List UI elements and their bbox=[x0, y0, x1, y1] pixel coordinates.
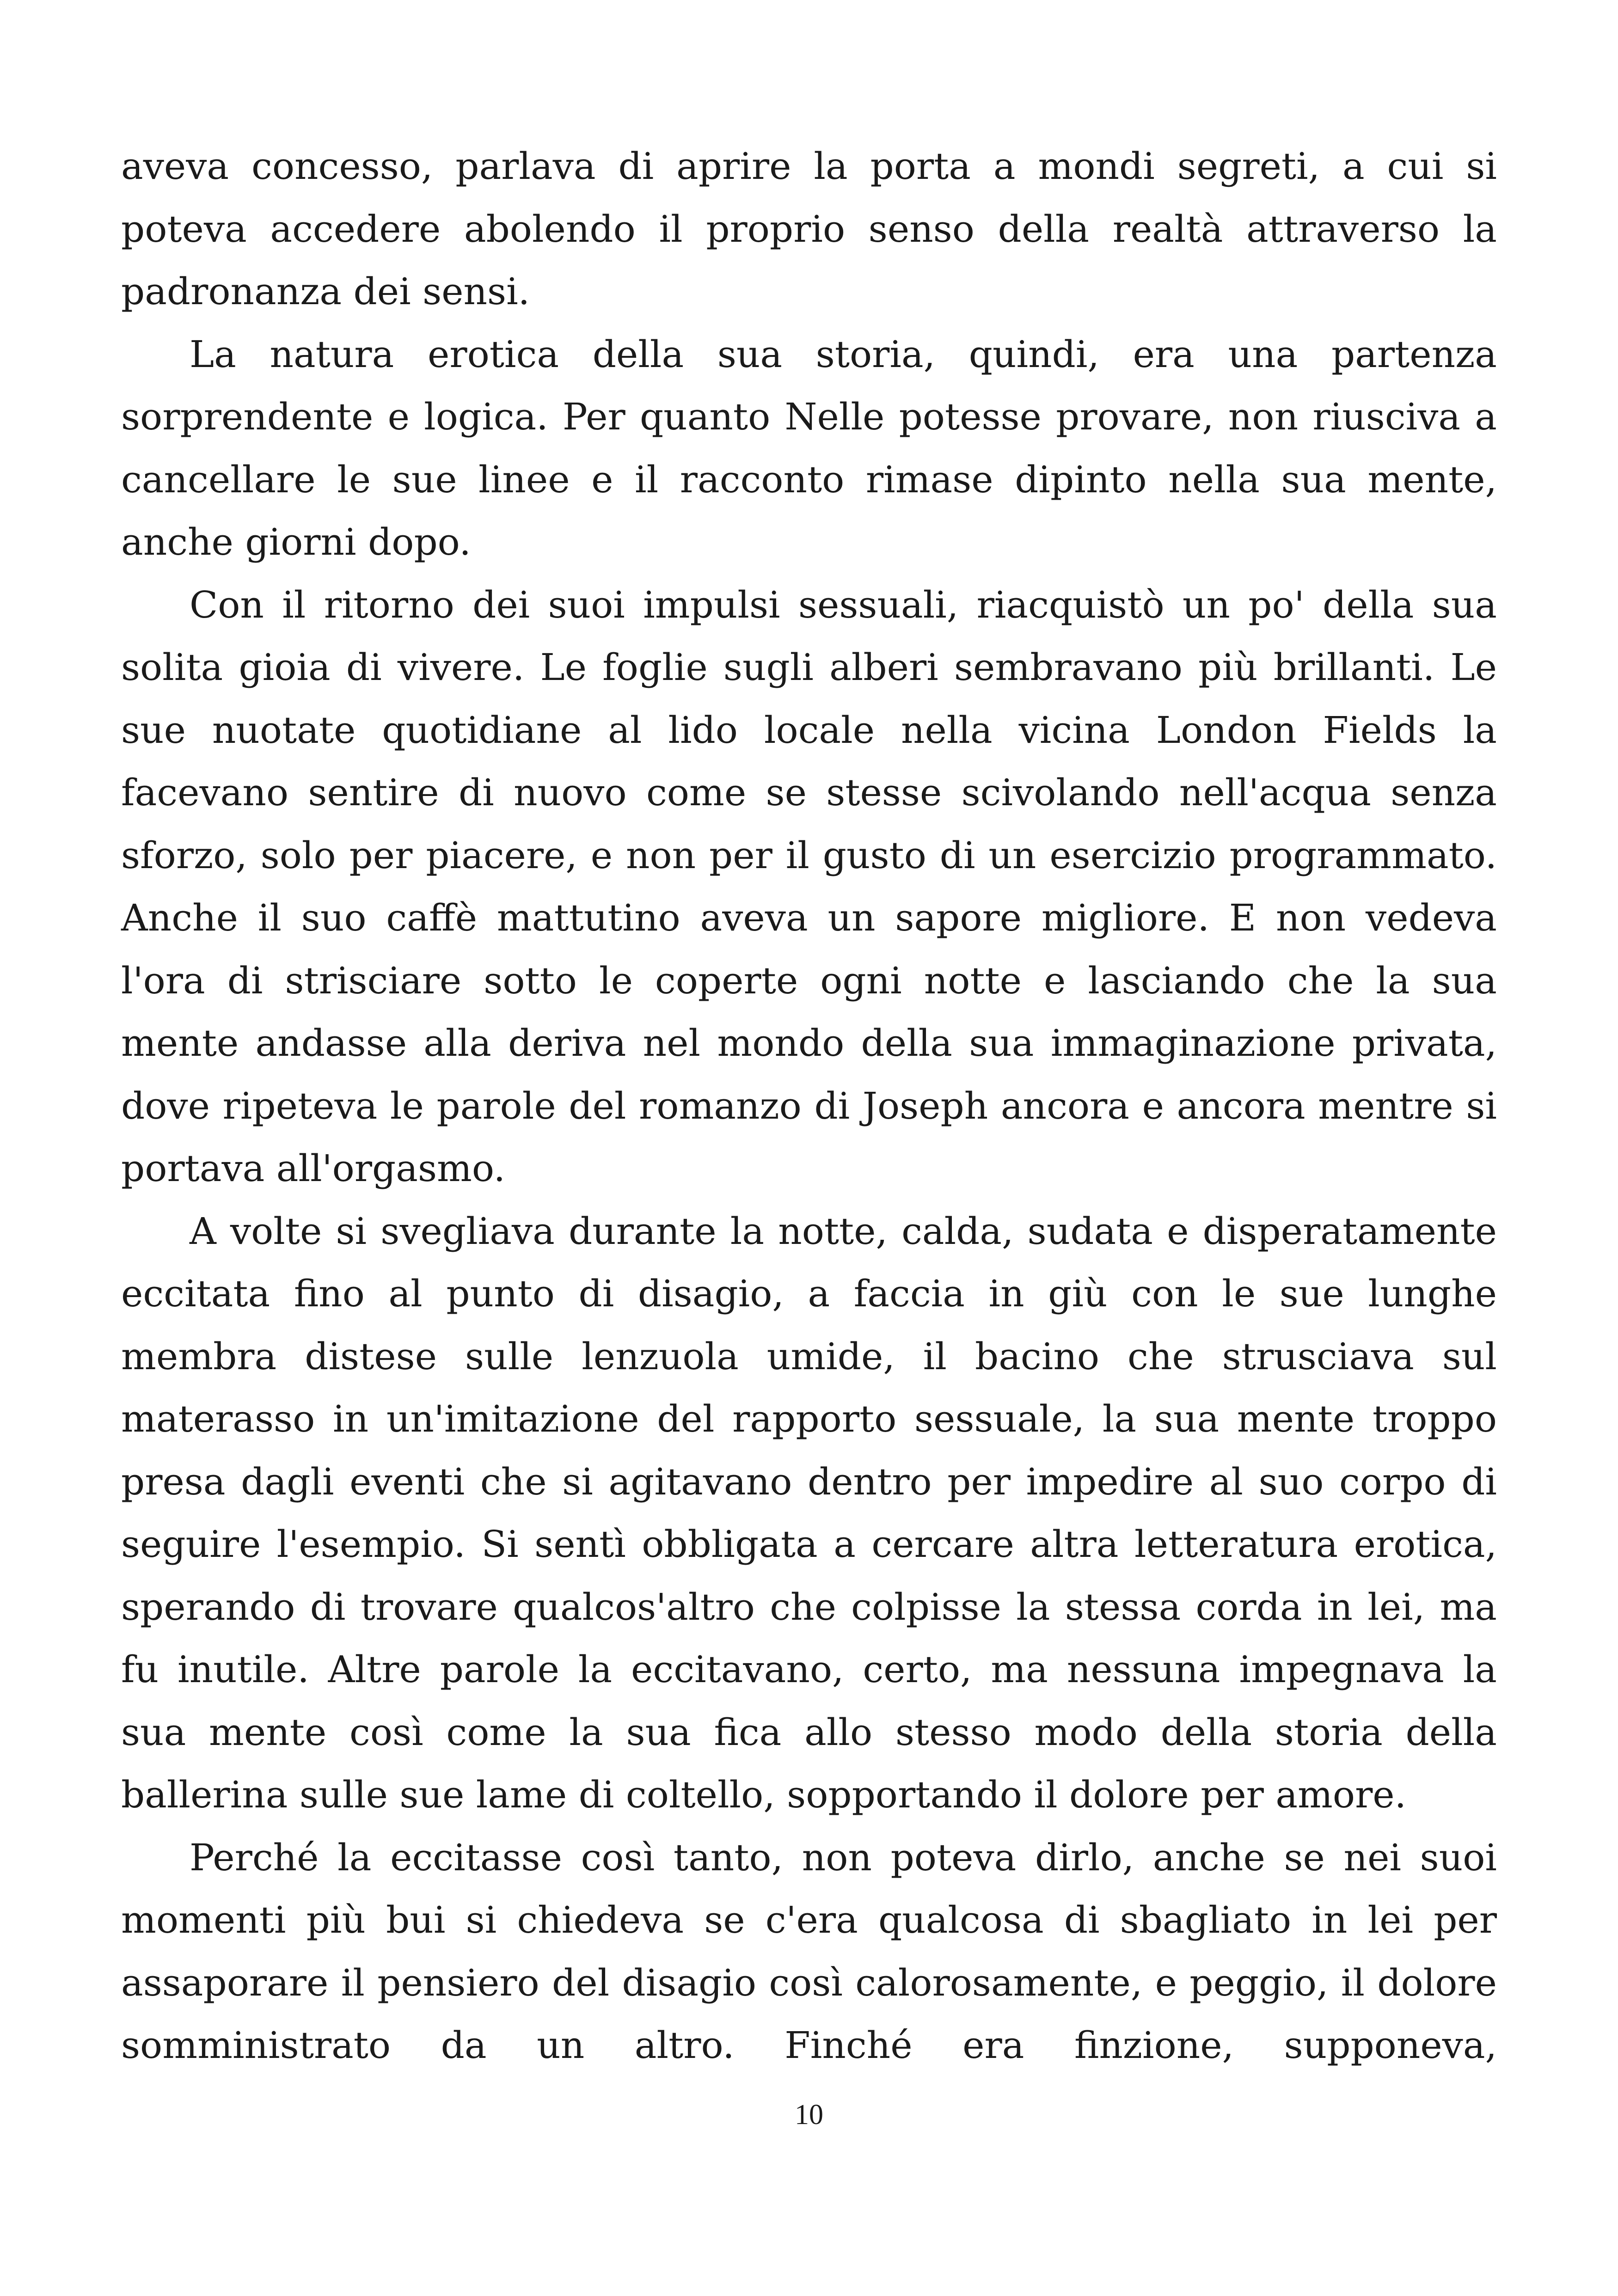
paragraph: Con il ritorno dei suoi impulsi sessuali, riacquistò un po' della sua solita gioia di vivere. Le foglie sugli alberi sembravano più brillanti. Le sue nuotate quotidiane al lido locale nella vicina London Fields la facevano sentire di nuovo come se stesse scivolando nell'acqua senza sforzo, solo per piacere, e non per il gusto di un esercizio programmato. Anche il suo caffè mattutino aveva un sapore migliore. E non vedeva l'ora di strisciare sotto le coperte ogni notte e lasciando che la sua mente andasse alla deriva nel mondo della sua immaginazione privata, dove ripeteva le parole del romanzo di Joseph ancora e ancora mentre si portava all'orgasmo. bbox=[121, 583, 1497, 1190]
paragraph-continues: Perché la eccitasse così tanto, non poteva dirlo, anche se nei suoi momenti più bui si chiedeva se c'era qualcosa di sbagliato in lei per assaporare il pensiero del disagio così calorosamente, e peggio, il dolore somministrato da un altro. Finché era finzione, supponeva, bbox=[121, 1836, 1497, 2067]
paragraph-continued: aveva concesso, parlava di aprire la porta a mondi segreti, a cui si poteva accedere abolendo il proprio senso della realtà attraverso la padronanza dei sensi. bbox=[121, 145, 1497, 313]
paragraph: A volte si svegliava durante la notte, calda, sudata e disperatamente eccitata fino al punto di disagio, a faccia in giù con le sue lunghe membra distese sulle lenzuola umide, il bacino che strusciava sul materasso in un'imitazione del rapporto sessuale, la sua mente troppo presa dagli eventi che si agitavano dentro per impedire al suo corpo di seguire l'esempio. Si sentì obbligata a cercare altra letteratura erotica, sperando di trovare qualcos'altro che colpisse la stessa corda in lei, ma fu inutile. Altre parole la eccitavano, certo, ma nessuna impegnava la sua mente così come la sua fica allo stesso modo della storia della ballerina sulle sue lame di coltello, sopportando il dolore per amore. bbox=[121, 1209, 1497, 1816]
page-number: 10 bbox=[795, 2099, 823, 2131]
body-text bbox=[121, 135, 1497, 2077]
paragraph: La natura erotica della sua storia, quindi, era una partenza sorprendente e logica. Per quanto Nelle potesse provare, non riusciva a cancellare le sue linee e il racconto rimase dipinto nella sua mente, anche giorni dopo. bbox=[121, 332, 1497, 563]
